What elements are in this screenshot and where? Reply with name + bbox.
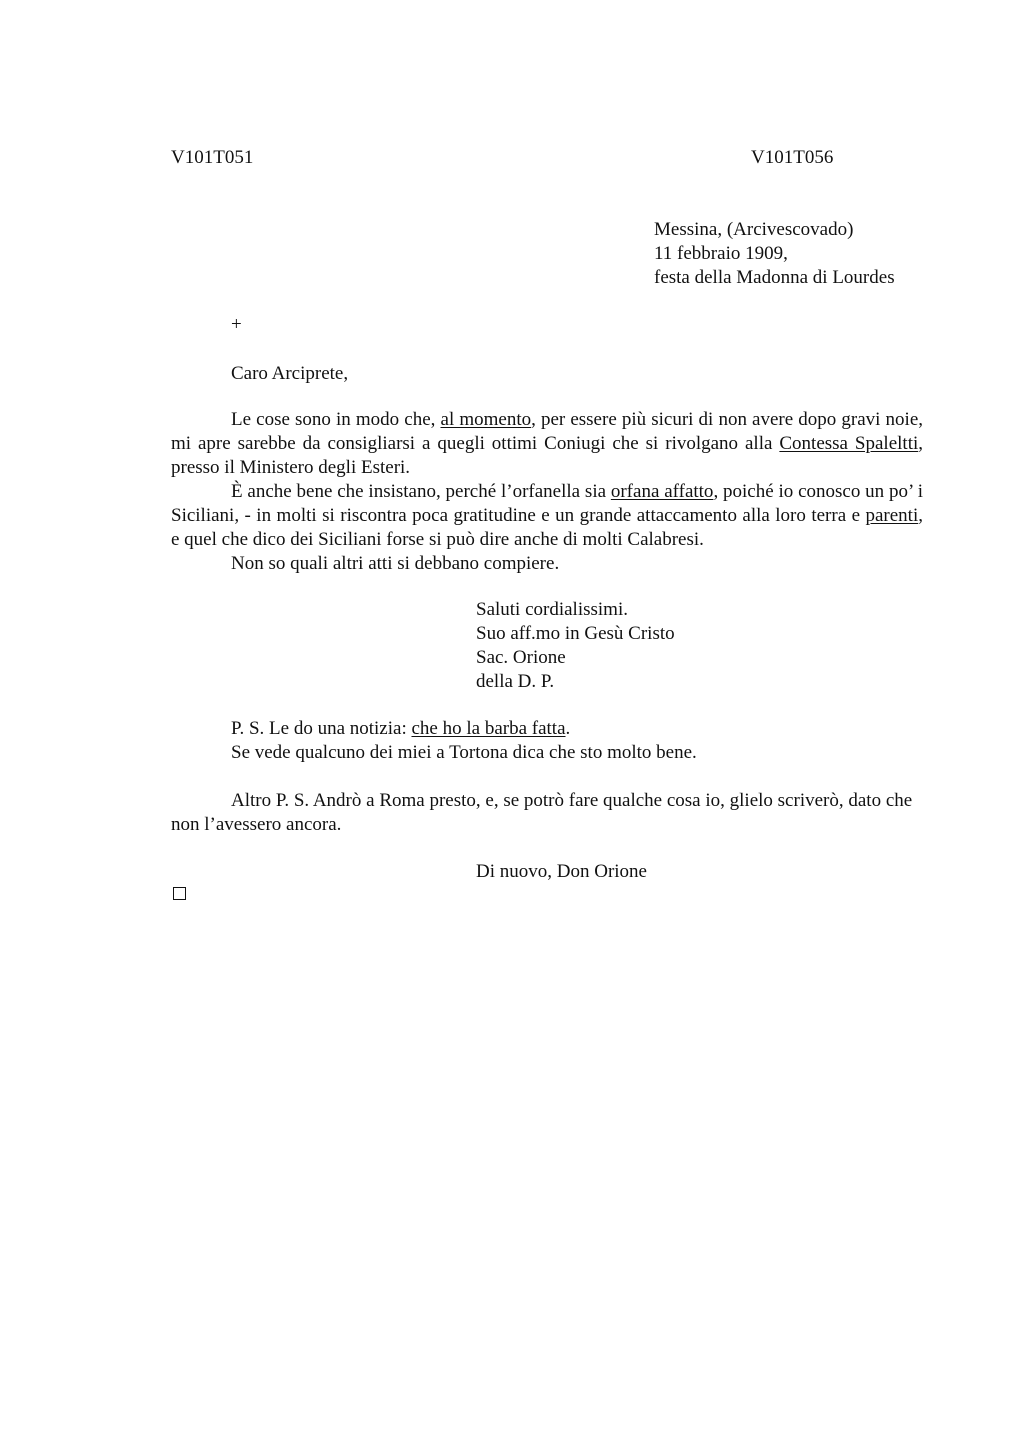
paragraph-1-text-c: , presso il Ministero degli Esteri. [171, 433, 923, 478]
place-line: Messina, (Arcivescovado) [654, 219, 854, 240]
date-line: 11 febbraio 1909, [654, 243, 788, 264]
paragraph-2 [171, 480, 923, 552]
postscript-3: Altro P. S. Andrò a Roma presto, e, se potrò fare qualche cosa io, glielo scriverò, dato che non l’avessero ancora. [171, 790, 913, 835]
paragraph-2-text-a: È anche bene che insistano, perché l’orfanella sia [231, 481, 611, 502]
postscript-2: Se vede qualcuno dei miei a Tortona dica che sto molto bene. [231, 742, 697, 763]
closing-block [476, 598, 675, 694]
postscript-1-suffix: . [565, 718, 571, 739]
letter-body [171, 408, 923, 576]
postscript-3-block [171, 789, 923, 837]
feast-line: festa della Madonna di Lourdes [654, 267, 895, 288]
paragraph-3: Non so quali altri atti si debbano compiere. [231, 553, 560, 574]
closing-greeting: Saluti cordialissimi. [476, 599, 628, 620]
paragraph-2-text-b: , poiché io conosco un po’ i Siciliani, - in molti si riscontra poca gratitudine e un grande attaccamento alla loro terra e [171, 481, 923, 526]
square-outline-icon [173, 887, 186, 900]
cross-symbol: + [231, 314, 242, 335]
reference-code-left: V101T051 [171, 147, 254, 168]
signature-order: della D. P. [476, 671, 555, 692]
paragraph-1-text-b: , per essere più sicuri di non avere dopo gravi noie, mi apre sarebbe da consigliarsi a quegli ottimi Coniugi che si rivolgano alla [171, 409, 923, 454]
underlined-phrase: orfana affatto [610, 481, 714, 502]
final-signature: Di nuovo, Don Orione [476, 861, 647, 882]
paragraph-1-text-a: Le cose sono in modo che, [231, 409, 441, 430]
underlined-phrase: Contessa Spaleltti [779, 433, 919, 454]
salutation: Caro Arciprete, [231, 363, 349, 384]
paragraph-1 [171, 408, 923, 480]
underlined-phrase: parenti [865, 505, 919, 526]
postscript-1 [231, 717, 570, 741]
underlined-phrase: che ho la barba fatta [411, 718, 566, 739]
closing-affection: Suo aff.mo in Gesù Cristo [476, 623, 675, 644]
postscript-1-prefix: P. S. Le do una notizia: [231, 718, 412, 739]
paragraph-2-text-c: , e quel che dico dei Siciliani forse si può dire anche di molti Calabresi. [171, 505, 923, 550]
reference-code-right: V101T056 [751, 147, 834, 168]
signature-name: Sac. Orione [476, 647, 566, 668]
underlined-phrase: al momento [440, 409, 532, 430]
place-date-block [654, 218, 895, 290]
